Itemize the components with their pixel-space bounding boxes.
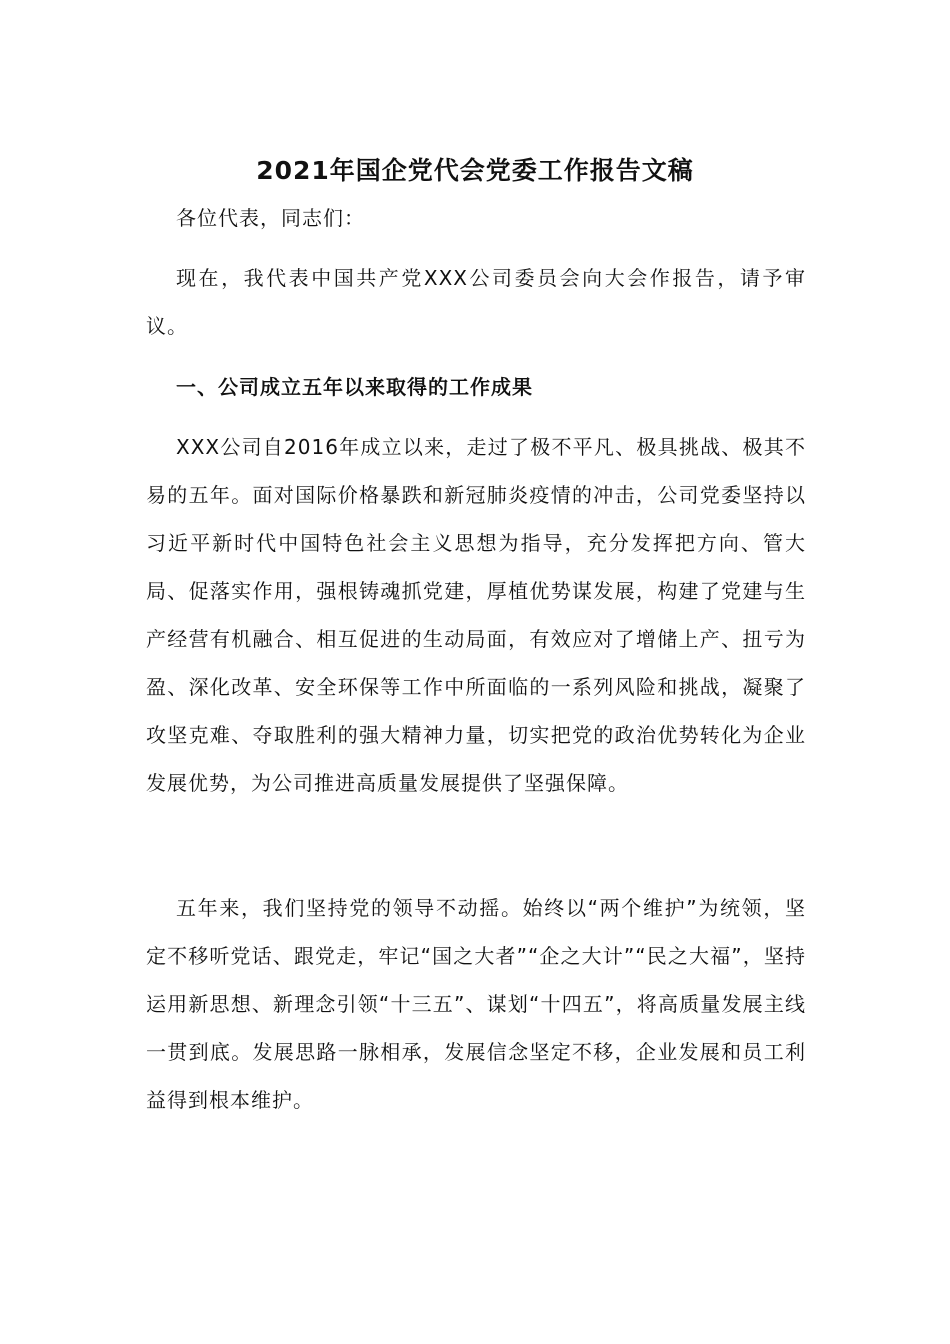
document-title: 2021年国企党代会党委工作报告文稿 [256,155,694,185]
intro-paragraph: 现在，我代表中国共产党XXX公司委员会向大会作报告，请予审议。 [146,266,806,338]
achievements-paragraph: XXX公司自2016年成立以来，走过了极不平凡、极具挑战、极其不易的五年。面对国际价格暴跌和新冠肺炎疫情的冲击，公司党委坚持以习近平新时代中国特色社会主义思想为指导，充分发挥把方向、管大局、促落实作用，强根铸魂抓党建，厚植优势谋发展，构建了党建与生产经营有机融合、相互促进的生动局面，有效应对了增储上产、扭亏为盈、深化改革、安全环保等工作中所面临的一系列风险和挑战，凝聚了攻坚克难、夺取胜利的强大精神力量，切实把党的政治优势转化为企业发展优势，为公司推进高质量发展提供了坚强保障。 [146,435,806,795]
greeting-paragraph: 各位代表，同志们： [176,206,365,230]
leadership-paragraph: 五年来，我们坚持党的领导不动摇。始终以“两个维护”为统领，坚定不移听党话、跟党走，牢记“国之大者”“企之大计”“民之大福”，坚持运用新思想、新理念引领“十三五”、谋划“十四五”，将高质量发展主线一贯到底。发展思路一脉相承，发展信念坚定不移，企业发展和员工利益得到根本维护。 [146,896,806,1112]
section-heading: 一、公司成立五年以来取得的工作成果 [176,375,533,399]
